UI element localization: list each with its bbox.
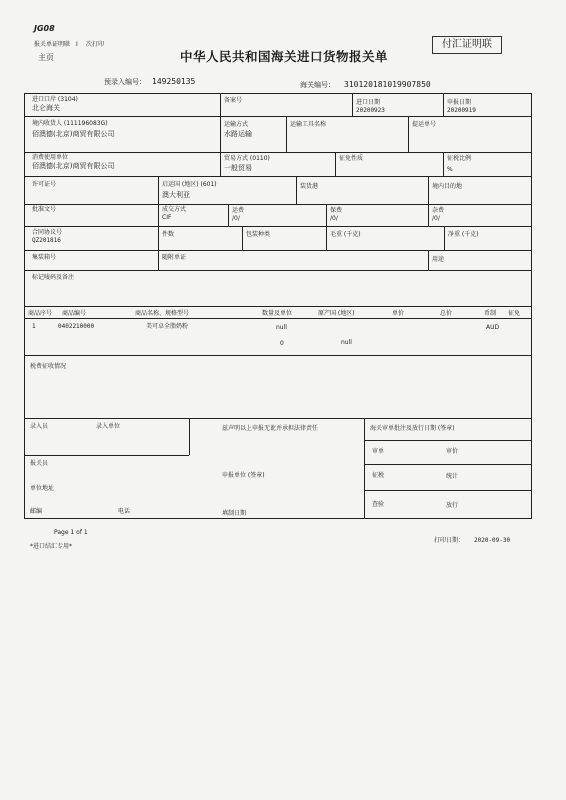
col-divider (296, 176, 297, 204)
approval-number-label: 批准文号 (32, 206, 57, 213)
goods-header-code: 商品编号 (62, 310, 87, 317)
import-port-value: 北仑海关 (32, 104, 60, 112)
tax-collection-label: 税费征收情况 (30, 363, 67, 370)
record-number-label: 备案号 (224, 97, 243, 104)
trade-mode-label: 贸易方式 (0110) (224, 155, 270, 162)
tax-ratio-label: 征税比例 (447, 155, 472, 162)
row-divider (24, 152, 532, 153)
row-divider (364, 440, 532, 441)
deal-mode-label: 成交方式 (162, 206, 187, 213)
goods-qty-third: null (341, 339, 352, 346)
row-divider (24, 204, 532, 205)
goods-header-name: 商品名称、规格型号 (135, 310, 190, 317)
col-divider (364, 418, 365, 519)
row-divider (24, 176, 532, 177)
preentry-label: 预录入编号： (104, 78, 146, 86)
license-label: 许可证号 (32, 181, 57, 188)
row-divider (24, 306, 532, 307)
deal-mode-value: CIF (162, 214, 172, 221)
loading-port-label: 装货港 (300, 183, 319, 190)
misc-fee-value: /0/ (432, 215, 440, 222)
print-date-label: 打印日期： (434, 537, 465, 544)
goods-header-seq: 商品序号 (28, 310, 53, 317)
col-divider (428, 204, 429, 226)
destination-label: 境内目的地 (432, 183, 463, 190)
goods-header-origin: 原产国 (地区) (318, 310, 355, 317)
declarant-label: 报关员 (30, 460, 49, 467)
goods-header-total: 总价 (440, 310, 453, 317)
col-divider (428, 250, 429, 270)
import-date-label: 进口日期 (356, 99, 381, 106)
transport-mode-label: 运输方式 (224, 121, 249, 128)
pieces-label: 件数 (162, 231, 175, 238)
net-weight-label: 净重 (千克) (448, 231, 479, 238)
col-divider (158, 176, 159, 270)
reprint-label: 次打印 (86, 41, 105, 48)
main-page-label: 主页 (38, 53, 54, 62)
col-divider (228, 204, 229, 226)
phone-label: 电话 (118, 508, 131, 515)
goods-qty-second: 0 (280, 340, 284, 347)
fill-date-label: 填制日期 (222, 510, 247, 517)
declaration-statement: 兹声明以上申报无讹并承担法律责任 (222, 425, 319, 432)
customs-number: 310120181019907850 (344, 80, 431, 89)
package-type-label: 包装种类 (246, 231, 271, 238)
entry-person-label: 录入员 (30, 423, 49, 430)
goods-header-qty: 数量及单位 (262, 310, 293, 317)
col-divider (189, 418, 190, 455)
col-divider (443, 93, 444, 117)
goods-name: 美可卓全脂奶粉 (146, 323, 189, 330)
release-label: 放行 (446, 502, 459, 509)
print-date-value: 2020-09-30 (474, 537, 511, 544)
row-divider (24, 355, 532, 356)
form-code: JG08 (34, 24, 55, 33)
col-divider (220, 93, 221, 177)
consignee-value: 佰澳德(北京)商贸有限公司 (32, 130, 115, 138)
consumer-label: 消费使用单位 (32, 154, 69, 161)
insurance-label: 保费 (330, 207, 343, 214)
usage-label: 用途 (432, 256, 445, 263)
col-divider (352, 93, 353, 117)
col-divider (326, 204, 327, 250)
entry-unit-label: 录入单位 (96, 423, 121, 430)
form-mark: I (76, 41, 78, 48)
payment-proof-stamp: 付汇证明联 (432, 36, 502, 54)
tax-ratio-value: % (447, 166, 453, 173)
page-indicator: Page 1 of 1 (54, 529, 88, 536)
row-divider (24, 226, 532, 227)
customs-number-label: 海关编号： (300, 81, 335, 89)
import-date-value: 20200923 (356, 107, 385, 114)
marks-remarks-label: 标记唛码及备注 (32, 274, 75, 281)
freight-label: 运费 (232, 207, 245, 214)
freight-value: /0/ (232, 215, 240, 222)
form-subtitle: 报关单证明联 (34, 41, 71, 48)
declare-date-label: 申报日期 (447, 99, 472, 106)
review-label: 审单 (372, 448, 385, 455)
row-divider (24, 270, 532, 271)
statistics-label: 统计 (446, 473, 459, 480)
unit-address-label: 单位地址 (30, 485, 55, 492)
row-divider (364, 490, 532, 491)
insurance-value: /0/ (330, 215, 338, 222)
consignee-label: 境内收货人 (111196083G) (32, 120, 108, 127)
misc-fee-label: 杂费 (432, 207, 445, 214)
goods-seq: 1 (32, 323, 36, 330)
origin-country-value: 澳大利亚 (162, 191, 190, 199)
bill-number-label: 提运单号 (412, 121, 437, 128)
trade-mode-value: 一般贸易 (224, 164, 252, 172)
row-divider (24, 318, 532, 319)
col-divider (408, 116, 409, 152)
container-number-label: 集装箱号 (32, 254, 57, 261)
tax-nature-label: 征免性质 (339, 155, 364, 162)
col-divider (428, 176, 429, 204)
attached-docs-label: 随附单证 (162, 254, 187, 261)
col-divider (286, 116, 287, 152)
col-divider (335, 152, 336, 176)
postcode-label: 邮编 (30, 508, 43, 515)
goods-header-unit-price: 单价 (392, 310, 405, 317)
settlement-note: *进口结汇专用* (30, 543, 73, 550)
row-divider (24, 418, 532, 419)
pricing-label: 审价 (446, 448, 459, 455)
col-divider (443, 152, 444, 176)
goods-header-currency: 币制 (484, 310, 497, 317)
row-divider (24, 455, 189, 456)
goods-header-exemption: 征免 (508, 310, 521, 317)
consumer-value: 佰澳德(北京)商贸有限公司 (32, 162, 115, 170)
transport-mode-value: 水路运输 (224, 130, 252, 138)
gross-weight-label: 毛重 (千克) (330, 231, 361, 238)
vessel-name-label: 运输工具名称 (290, 121, 327, 128)
goods-qty: null (276, 324, 287, 331)
document-title: 中华人民共和国海关进口货物报关单 (180, 49, 389, 64)
goods-code: 0402210000 (58, 323, 95, 330)
row-divider (364, 464, 532, 465)
declaring-unit-label: 申报单位 (签章) (222, 472, 265, 479)
contract-label: 合同协议号 (32, 229, 63, 236)
origin-country-label: 启运国 (地区) (601) (162, 181, 217, 188)
preentry-number: 149250135 (152, 77, 196, 86)
inspection-label: 查验 (372, 501, 385, 508)
goods-currency: AUD (486, 324, 500, 331)
col-divider (242, 226, 243, 250)
import-port-label: 进口口岸 (3104) (32, 96, 78, 103)
row-divider (24, 250, 532, 251)
customs-approval-title: 海关审单批注及放行日期 (签章) (370, 425, 455, 432)
contract-value: QZ201816 (32, 237, 61, 244)
row-divider (24, 116, 532, 117)
col-divider (444, 226, 445, 250)
levy-label: 征税 (372, 472, 385, 479)
declare-date-value: 20200919 (447, 107, 476, 114)
